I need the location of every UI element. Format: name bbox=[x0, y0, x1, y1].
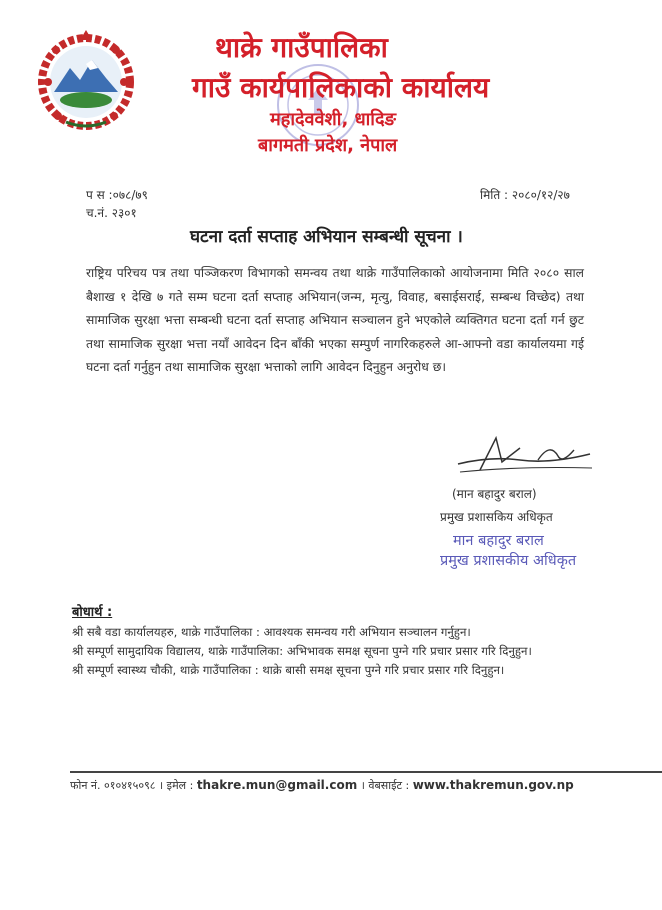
footer-website[interactable]: www.thakremun.gov.np bbox=[412, 778, 574, 792]
notice-subject: घटना दर्ता सप्ताह अभियान सम्बन्धी सूचना । bbox=[190, 227, 463, 247]
municipality-title: थाक्रे गाउँपालिका bbox=[215, 31, 388, 64]
cc-line: श्री सबै वडा कार्यालयहरु, थाक्रे गाउँपालिका : आवश्यक समन्वय गरी अभियान सञ्चालन गर्नुहुन। bbox=[72, 625, 471, 639]
cc-line: श्री सम्पूर्ण सामुदायिक विद्यालय, थाक्रे गाउँपालिका: अभिभावक समक्ष सूचना पुग्ने गरि प्रचार प्रसार गरि दिनुहुन। bbox=[72, 644, 532, 658]
address-line-2: बागमती प्रदेश, नेपाल bbox=[258, 135, 398, 156]
footer-divider bbox=[70, 771, 662, 773]
signature-icon bbox=[450, 430, 600, 478]
footer-web-label: । वेबसाईट : bbox=[357, 779, 413, 792]
letter-date: मिति : २०८०/१२/२७ bbox=[480, 188, 570, 202]
footer-phone-label: फोन नं. ०१०४१५०९८ । इमेल : bbox=[70, 779, 197, 792]
footer-contact bbox=[70, 778, 574, 793]
cc-heading: बोधार्थ : bbox=[72, 605, 113, 620]
office-title: गाउँ कार्यपालिकाको कार्यालय bbox=[192, 71, 490, 104]
dispatch-number: च.नं. २३०१ bbox=[86, 206, 137, 220]
reference-number: प स :०७८/७९ bbox=[86, 188, 148, 202]
stamp-designation: प्रमुख प्रशासकीय अधिकृत bbox=[440, 553, 577, 569]
stamp-name: मान बहादुर बराल bbox=[453, 533, 544, 549]
nepal-emblem-icon bbox=[36, 30, 136, 130]
signatory-designation: प्रमुख प्रशासकिय अधिकृत bbox=[440, 510, 553, 524]
cc-line: श्री सम्पूर्ण स्वास्थ्य चौकी, थाक्रे गाउँपालिका : थाक्रे बासी समक्ष सूचना पुग्ने गरि प्रचार प्रसार गरि दिनुहुन। bbox=[72, 663, 505, 677]
footer-email[interactable]: thakre.mun@gmail.com bbox=[196, 778, 358, 792]
address-line-1: महादेववेशी, धादिङ bbox=[270, 109, 396, 130]
notice-body: राष्ट्रिय परिचय पत्र तथा पञ्जिकरण विभागको समन्वय तथा थाक्रे गाउँपालिकाको आयोजनामा मिति २०८० साल बैशाख १ देखि ७ गते सम्म घटना दर्ता सप्ताह अभियान(जन्म, मृत्यु, विवाह, बसाईसराई, सम्बन्ध विच्छेद) तथा सामाजिक सुरक्षा भत्ता सम्बन्धी घटना दर्ता सप्ताह अभियान सञ्चालन हुने भएकोले व्यक्तिगत घटना दर्ता गर्न छुट तथा सामाजिक सुरक्षा भत्ता नयाँ आवेदन दिन बाँकी भएका सम्पुर्ण नागरिकहरुले आ-आफ्नो वडा कार्यालयमा गई घटना दर्ता गर्नुहुन तथा सामाजिक सुरक्षा भत्ताको लागि आवेदन दिनुहुन अनुरोध छ। bbox=[86, 266, 584, 374]
signatory-name: (मान बहादुर बराल) bbox=[452, 487, 537, 501]
